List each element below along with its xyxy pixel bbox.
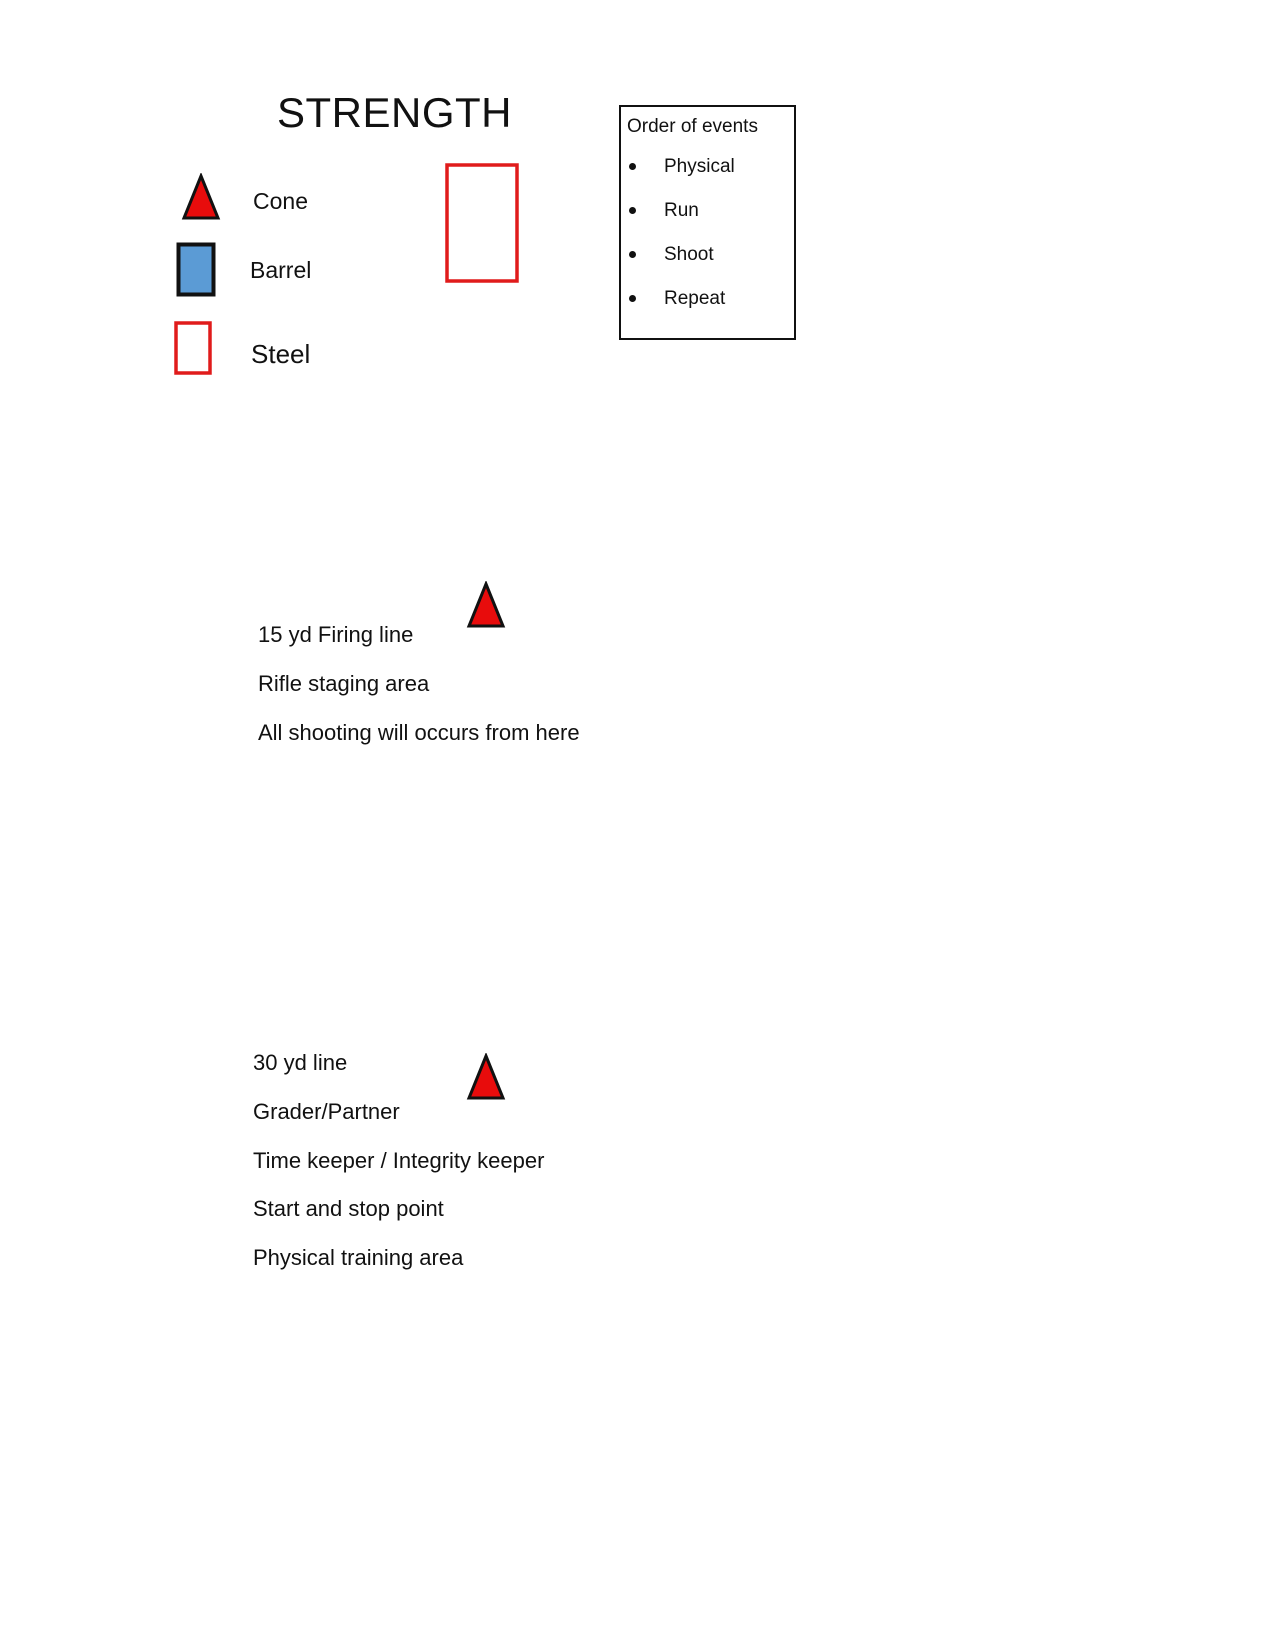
order-item-label: Run <box>664 200 699 221</box>
cone-30yd-icon <box>466 1053 506 1101</box>
bullet-icon <box>629 251 636 258</box>
start-stop-label: Start and stop point <box>253 1196 444 1221</box>
cone-15yd-icon <box>466 581 506 629</box>
legend-cone-icon <box>181 173 221 221</box>
bullet-icon <box>629 207 636 214</box>
order-item-label: Shoot <box>664 244 714 265</box>
shooting-location-note: All shooting will occurs from here <box>258 720 580 745</box>
line-30-label: 30 yd line <box>253 1050 348 1075</box>
bullet-icon <box>629 163 636 170</box>
rifle-staging-label: Rifle staging area <box>258 671 430 696</box>
physical-training-label: Physical training area <box>253 1245 464 1270</box>
time-keeper-label: Time keeper / Integrity keeper <box>253 1148 545 1173</box>
legend-barrel-label: Barrel <box>250 257 312 283</box>
order-of-events-title: Order of events <box>627 116 758 137</box>
order-of-events-box <box>619 105 796 340</box>
page-title: STRENGTH <box>277 89 512 136</box>
grader-partner-label: Grader/Partner <box>253 1099 400 1124</box>
legend-barrel-icon <box>176 242 218 298</box>
firing-line-15-label: 15 yd Firing line <box>258 622 414 647</box>
order-item-label: Physical <box>664 156 735 177</box>
legend-steel-label: Steel <box>251 339 311 369</box>
bullet-icon <box>629 295 636 302</box>
legend-cone-label: Cone <box>253 188 308 214</box>
steel-target-icon <box>445 163 521 285</box>
order-item-label: Repeat <box>664 288 726 309</box>
legend-steel-icon <box>174 321 214 377</box>
